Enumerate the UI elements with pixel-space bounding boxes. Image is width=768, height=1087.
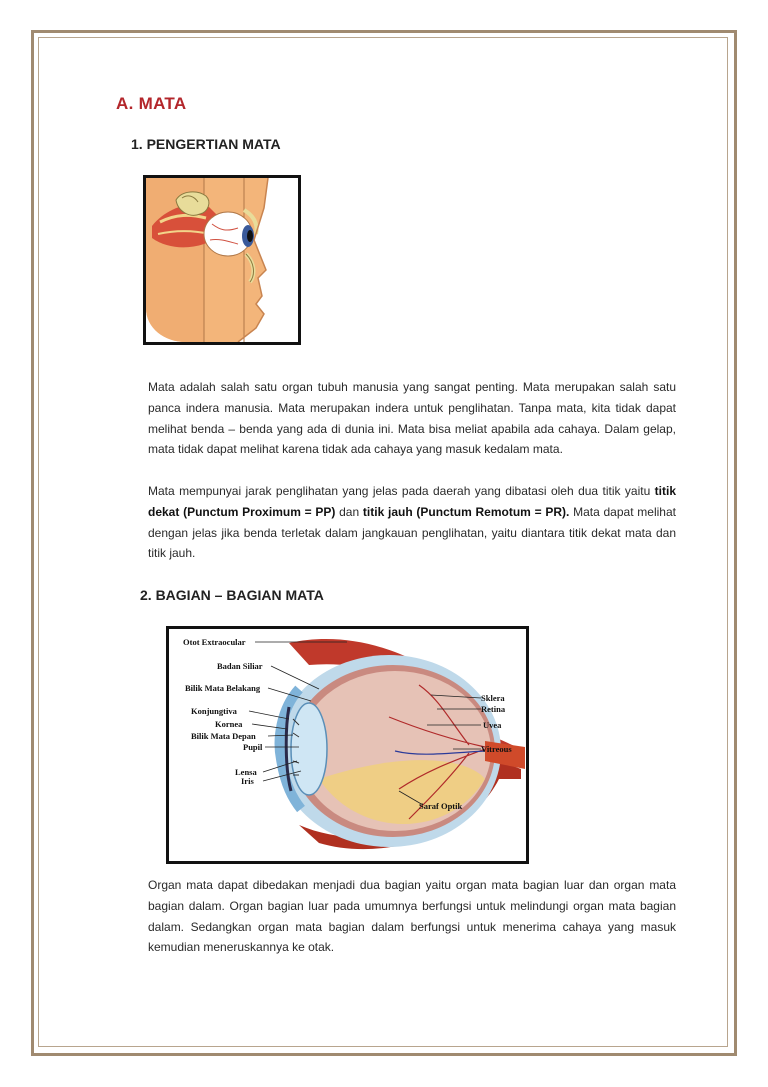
label-iris: Iris: [241, 776, 254, 786]
label-kornea: Kornea: [215, 719, 243, 729]
label-badan-siliar: Badan Siliar: [217, 661, 263, 671]
label-lensa: Lensa: [235, 767, 257, 777]
titik-dekat-bold: titik dekat (Punctum Proximum = PP): [148, 484, 676, 519]
subsection-title-2: 2. BAGIAN – BAGIAN MATA: [140, 587, 324, 603]
label-uvea: Uvea: [483, 720, 502, 730]
eye-anatomy-diagram: [166, 626, 529, 864]
label-bilik-mata-depan: Bilik Mata Depan: [191, 731, 256, 741]
label-saraf-optik: Saraf Optik: [419, 801, 463, 811]
section-heading: A. MATA: [116, 94, 187, 113]
paragraph-text: Mata dapat melihat dengan jelas jika benda terletak dalam jangkauan penglihatan, yaitu diantara titik dekat mata dan titik jauh.: [148, 504, 676, 561]
label-sklera: Sklera: [481, 693, 505, 703]
titik-jauh-bold: titik jauh (Punctum Remotum = PR).: [362, 504, 570, 519]
paragraph-text: Mata mempunyai jarak penglihatan yang jelas pada daerah yang dibatasi oleh dua titik yaitu: [148, 484, 655, 498]
paragraph-bagian-mata: Organ mata dapat dibedakan menjadi dua bagian yaitu organ mata bagian luar dan organ mata bagian dalam. Organ bagian luar pada umumnya berfungsi untuk melindungi organ mata bagian dalam. Sedangkan organ mata bagian dalam berfungsi untuk menerima cahaya yang masuk kemudian meneruskannya ke otak.: [148, 878, 676, 955]
subsection-title-1: 1. PENGERTIAN MATA: [131, 136, 281, 152]
paragraph-jarak-penglihatan: [148, 481, 676, 564]
label-konjungtiva: Konjungtiva: [191, 706, 237, 716]
label-pupil: Pupil: [243, 742, 263, 752]
paragraph-text: dan: [335, 504, 363, 519]
label-otot-extraocular: Otot Extraocular: [183, 637, 246, 647]
paragraph-pengertian: Mata adalah salah satu organ tubuh manusia yang sangat penting. Mata merupakan salah satu panca indera manusia. Mata merupakan indera untuk penglihatan. Tanpa mata, kita tidak dapat melihat benda – benda yang ada di dunia ini. Mata bisa meliat apabila ada cahaya. Dalam gelap, mata tidak dapat melihat karena tidak ada cahaya yang masuk kedalam mata.: [148, 380, 676, 457]
label-vitreous: Vitreous: [481, 744, 512, 754]
label-bilik-mata-belakang: Bilik Mata Belakang: [185, 683, 261, 693]
eye-profile-illustration: [143, 175, 301, 345]
label-retina: Retina: [481, 704, 506, 714]
